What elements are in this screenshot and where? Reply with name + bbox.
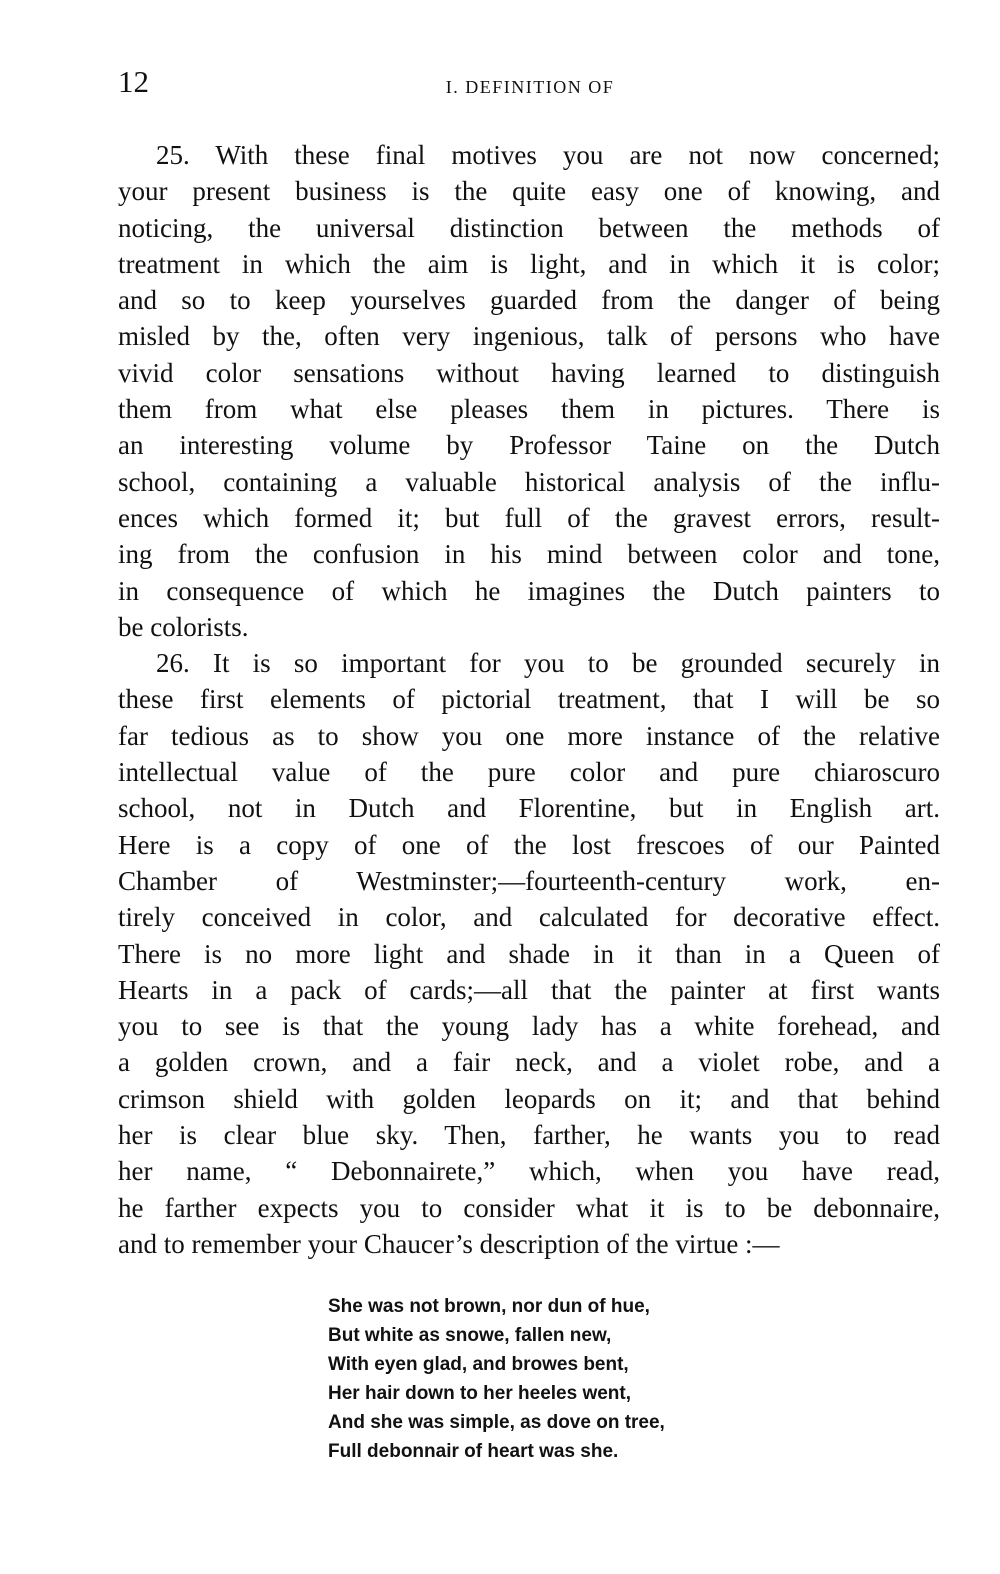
text-line: be colorists.	[118, 611, 249, 642]
text-line: these first elements of pictorial treatment, that I will be so	[118, 684, 940, 715]
text-line: treatment in which the aim is light, and in which it is color;	[118, 248, 940, 279]
text-line: your present business is the quite easy one of knowing, and	[118, 176, 940, 207]
text-line: far tedious as to show you one more instance of the relative	[118, 720, 940, 751]
text-line: you to see is that the young lady has a white forehead, and	[118, 1011, 940, 1042]
verse-line: Full debonnair of heart was she.	[328, 1441, 619, 1462]
paragraph-25	[118, 137, 940, 645]
text-line: her is clear blue sky. Then, farther, he wants you to read	[118, 1120, 940, 1151]
verse-line: She was not brown, nor dun of hue,	[328, 1296, 650, 1317]
running-title: I. DEFINITION OF	[445, 77, 615, 97]
text-line: a golden crown, and a fair neck, and a violet robe, and a	[118, 1047, 940, 1078]
verse-line: Her hair down to her heeles went,	[328, 1383, 632, 1404]
text-line: intellectual value of the pure color and pure chiaroscuro	[118, 757, 940, 788]
text-line: misled by the, often very ingenious, talk of persons who have	[118, 321, 940, 352]
text-line: ences which formed it; but full of the gravest errors, result-	[118, 502, 940, 533]
text-line: Here is a copy of one of the lost frescoes of our Painted	[118, 829, 940, 860]
text-line: an interesting volume by Professor Taine on the Dutch	[118, 430, 940, 461]
text-line: school, not in Dutch and Florentine, but in English art.	[118, 793, 940, 824]
text-line: them from what else pleases them in pictures. There is	[118, 394, 940, 425]
verse-line: With eyen glad, and browes bent,	[328, 1354, 629, 1375]
page-number: 12	[118, 64, 149, 99]
text-line: ing from the confusion in his mind between color and tone,	[118, 539, 940, 570]
text-line: and to remember your Chaucer’s description of the virtue :—	[118, 1228, 780, 1259]
text-line: noticing, the universal distinction between the methods of	[118, 212, 940, 243]
text-line: he farther expects you to consider what it is to be debonnaire,	[118, 1192, 940, 1223]
verse-quotation	[328, 1292, 665, 1466]
verse-line: And she was simple, as dove on tree,	[328, 1412, 665, 1433]
text-line: Chamber of Westminster;—fourteenth-century work, en-	[118, 865, 940, 896]
text-line: crimson shield with golden leopards on it; and that behind	[118, 1083, 940, 1114]
text-line: in consequence of which he imagines the Dutch painters to	[118, 575, 940, 606]
text-line: her name, “ Debonnairete,” which, when you have read,	[118, 1156, 940, 1187]
text-line: Hearts in a pack of cards;—all that the painter at first wants	[118, 974, 940, 1005]
text-line: 26. It is so important for you to be grounded securely in	[156, 648, 940, 679]
text-line: school, containing a valuable historical analysis of the influ-	[118, 466, 940, 497]
body-text	[118, 137, 940, 1262]
text-line: There is no more light and shade in it than in a Queen of	[118, 938, 940, 969]
verse-line: But white as snowe, fallen new,	[328, 1325, 612, 1346]
text-line: and so to keep yourselves guarded from the danger of being	[118, 285, 940, 316]
text-line: vivid color sensations without having learned to distinguish	[118, 357, 940, 388]
text-line: tirely conceived in color, and calculated for decorative effect.	[118, 902, 940, 933]
text-line: 25. With these final motives you are not now concerned;	[156, 140, 940, 170]
paragraph-26	[118, 645, 940, 1262]
